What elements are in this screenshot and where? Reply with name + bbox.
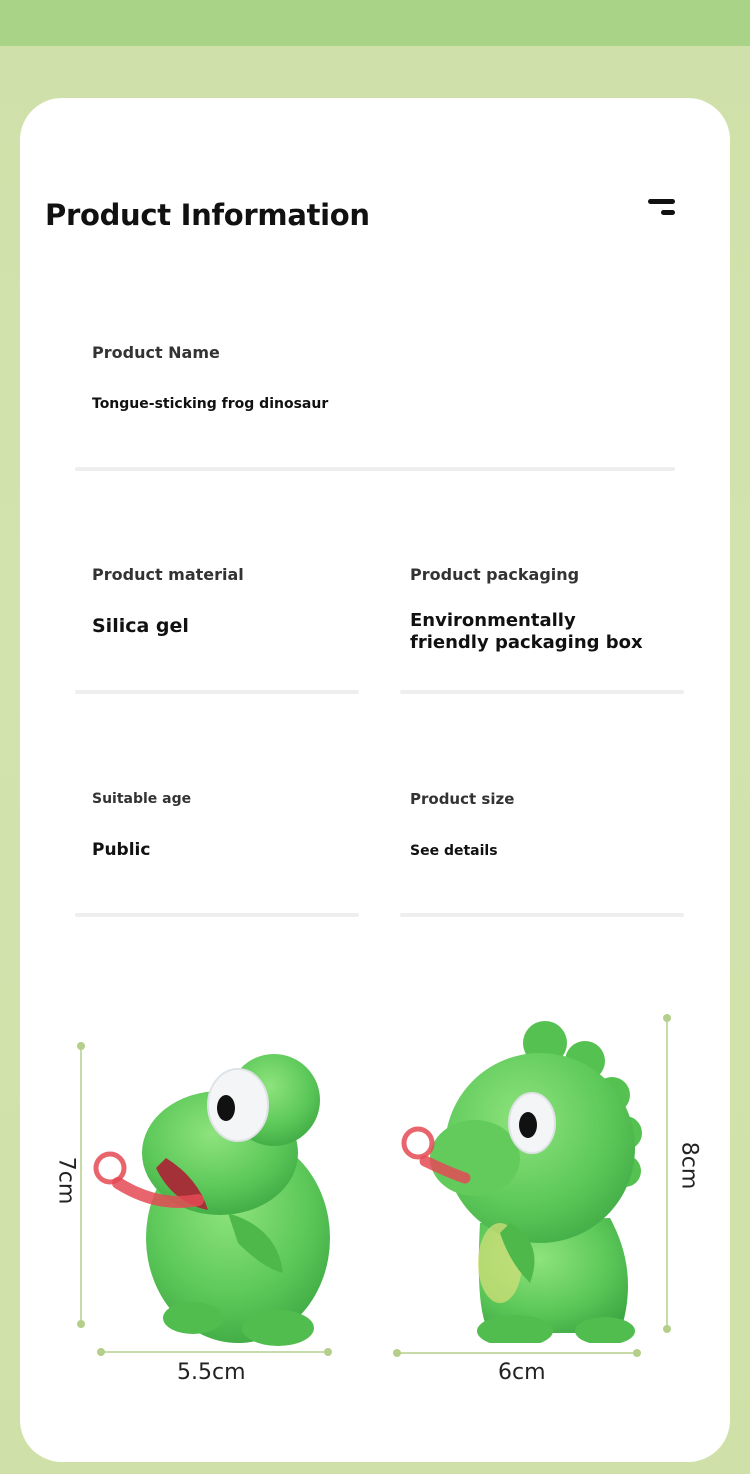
suitable-age-value: Public xyxy=(92,840,151,860)
product-material-label: Product material xyxy=(92,565,244,584)
field-suitable-age-value xyxy=(92,840,150,860)
top-band xyxy=(0,0,750,46)
field-product-packaging xyxy=(410,565,579,584)
product-name-value: Tongue-sticking frog dinosaur xyxy=(92,396,329,412)
product-packaging-value-line1: Environmentally xyxy=(410,610,576,631)
field-product-material xyxy=(92,565,244,584)
suitable-age-label: Suitable age xyxy=(92,791,192,807)
product-material-value: Silica gel xyxy=(92,615,189,637)
field-product-material-value xyxy=(92,615,189,637)
product-size-value: See details xyxy=(410,843,498,859)
product-info-card xyxy=(20,98,730,1462)
divider xyxy=(400,913,684,917)
frog-height-label: 7cm xyxy=(53,1156,79,1205)
divider xyxy=(400,690,684,694)
menu-icon-bar-top xyxy=(648,199,675,204)
field-product-name xyxy=(92,343,220,362)
field-product-packaging-value xyxy=(410,610,643,654)
divider xyxy=(75,467,675,471)
field-product-size xyxy=(410,790,514,808)
field-product-size-value xyxy=(410,843,498,859)
product-name-label: Product Name xyxy=(92,343,220,362)
dinosaur-width-label: 6cm xyxy=(498,1360,546,1385)
dinosaur-dimension-lines xyxy=(385,1008,685,1358)
field-suitable-age xyxy=(92,791,191,807)
field-product-name-value xyxy=(92,396,328,412)
divider xyxy=(75,690,359,694)
divider xyxy=(75,913,359,917)
menu-icon-bar-bottom xyxy=(661,210,675,215)
page-title: Product Information xyxy=(45,198,370,232)
frog-dimension-lines xyxy=(70,1036,340,1366)
product-packaging-value-line2: friendly packaging box xyxy=(410,632,643,653)
menu-icon[interactable] xyxy=(648,198,676,220)
frog-width-label: 5.5cm xyxy=(177,1360,246,1385)
product-size-label: Product size xyxy=(410,790,515,808)
product-packaging-label: Product packaging xyxy=(410,565,580,584)
dinosaur-height-label: 8cm xyxy=(676,1141,702,1190)
